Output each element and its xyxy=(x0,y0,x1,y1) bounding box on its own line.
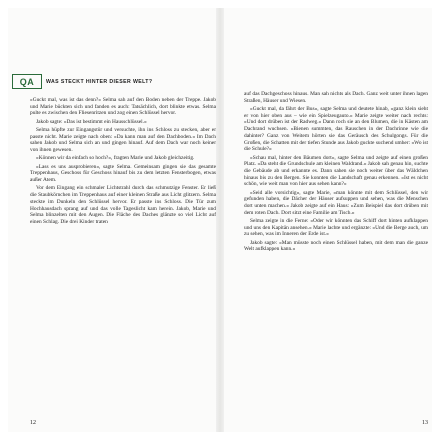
page-number-right: 13 xyxy=(422,420,428,426)
book-spread xyxy=(8,8,432,432)
page-header xyxy=(12,74,152,89)
qa-logo-icon: QA xyxy=(12,74,42,89)
right-page xyxy=(224,8,432,432)
paragraph: »Können wir da einfach so hoch?«, fragten Marie und Jakob gleichzeitig. xyxy=(36,155,195,162)
paragraph: Jakob sagte: »Man müsste noch einen Schlüssel haben, mit dem man die ganze Welt aufklappen kann.« xyxy=(244,239,428,253)
paragraph: Selma hüpfte zur Eingangstür und versuchte, ihn ins Schloss zu stecken, aber er passte nicht. Marie zeigte nach oben: »Da kann man auf den Dachboden.« Im Dach sahen Jakob und Selma sich an und gingen hinauf. Auf dem Dach war noch keiner von ihnen gewesen. xyxy=(30,127,216,154)
left-page xyxy=(8,8,216,432)
paragraph: Selma zeigte in die Ferne: »Oder wir könnten das Schiff dort hinten aufklappen und uns den Kapitän ansehen.« Marie lachte und ergänzte: »Und die Berge auch, um zu sehen, was im Inneren der Erde ist.« xyxy=(244,218,428,238)
paragraph: »Schau mal, hinter den Bäumen dort«, sagte Selma und zeigte auf einen großen Platz. »Da steht die Grundschule am kleinen Waldrand.« Jakob sah genau hin, suchte die Gebäude ab und erkannte es. Dann sahen sie noch weiter über das Wäldchen hinaus bis zu den Bergen. Sie konnten die Landschaft genau erkennen. »Ist es nicht schön, wie weit man von hier aus sehen kann?« xyxy=(244,154,428,188)
right-page-text xyxy=(244,91,428,255)
page-number-left: 12 xyxy=(30,420,36,426)
paragraph: »Lass es uns ausprobieren«, sagte Selma. Gemeinsam gingen sie das gesamte Treppenhaus, Geschoss für Geschoss hinauf bis zu dem letzten Fensterbogen, etwas außer Atem. xyxy=(30,163,216,184)
paragraph: auf das Dachgeschoss hinaus. Man sah nichts als Dach. Ganz weit unter ihnen lagen Straßen, Häuser und Wiesen. xyxy=(244,91,428,104)
paragraph: Jakob sagte: »Das ist bestimmt ein Hausschlüssel.« xyxy=(36,118,147,125)
running-head: WAS STECKT HINTER DIESER WELT? xyxy=(46,78,153,85)
paragraph: Vor dem Eingang ein schmaler Lichtstrahl durch das schmutzige Fenster. Er ließ die Staubkörnchen im Treppenhaus auf einer kleinen Straße aus Licht glitzern. Selma steckte im Dunkeln den Schlüssel hervor. Er passte ins Schloss. Die Tür zum Hochhausdach sprang auf und das volle Tageslicht kam herein. Jakob, Marie und Selma blinzelten mit den Augen. Die Fläche des Daches glänzte so viel Licht auf einen Schlag. Die drei Kinder traten xyxy=(30,185,216,225)
paragraph: »Guckt mal, da fährt der Bus«, sagte Selma und deutete hinab, »ganz klein sieht er von hier oben aus – wie ein Spielzeugauto.« Marie zeigte weiter nach rechts: »Und dort drüben ist der Radweg.« Dann roch sie an den Blumen, die in Kästen am Dachrand wuchsen. »Bienen summten, das Rauschen in der Dachrinne wie die dahinter? Ganz von Weitem hörten sie das Geräusch des Schulgongs. Für die Großen, die Schatten mit der tiefen Stunde aus Jakob guckte suchend umher: »Wo ist die Schule?« xyxy=(244,106,428,153)
paragraph: »Guckt mal, was ist das denn?« Selma sah auf den Boden neben der Treppe. Jakob und Marie bückten sich und fanden es auch: Tatsächlich, dort blinkte etwas. Selma pulte es zwischen den Fliesenritzen und zog einen Schlüssel hervor. xyxy=(30,97,216,117)
book-gutter xyxy=(216,8,224,432)
paragraph: »Seid alle vorsichtig«, sagte Marie, »man könnte mit dem Schlüssel, den wir gefunden haben, die Dächer der Häuser aufsuppen und sehen, was die Menschen dort unten machen.« Jakob zeigte auf ein Haus: »Zum Beispiel das dort drüben mit dem roten Dach. Dort sitzt eine Familie am Tisch.« xyxy=(244,189,428,216)
left-page-text xyxy=(30,97,216,227)
